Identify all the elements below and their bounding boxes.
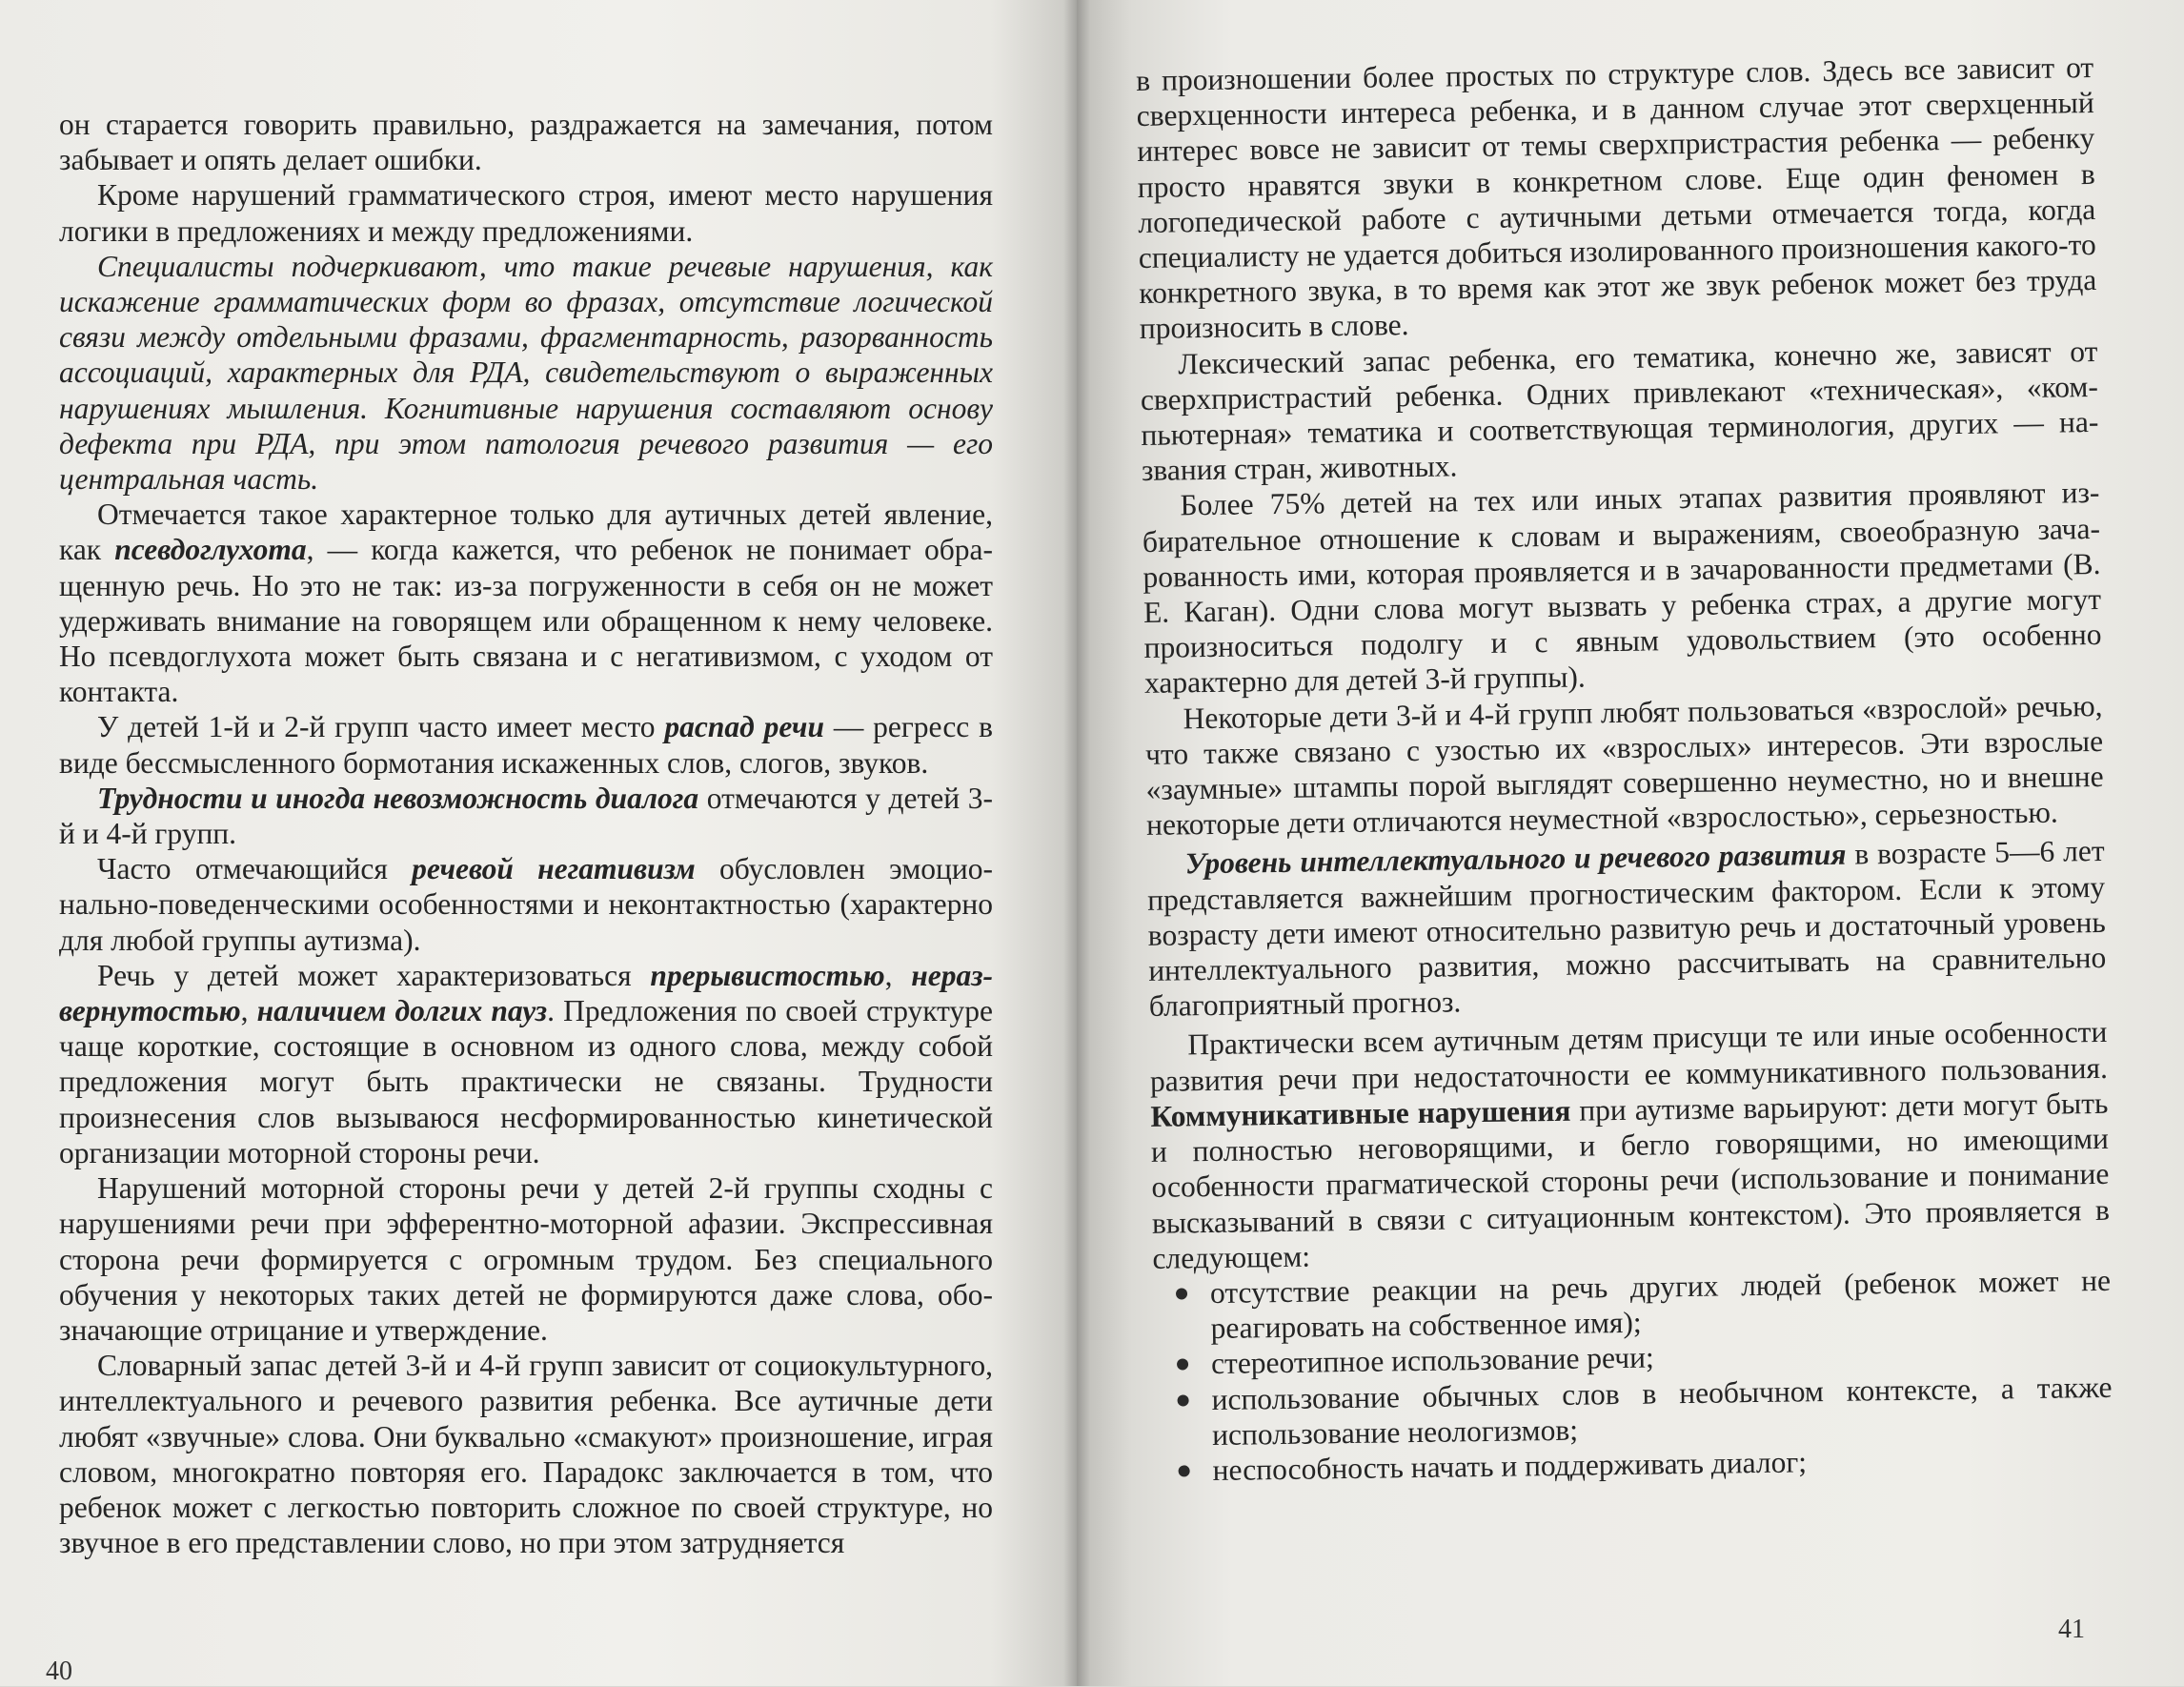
paragraph: Практически всем аутичным детям присущи те или иные особенности развития речи при недостаточности ее коммуникативного пользования. Коммуникативные нарушения при аутизме варьируют: дети могут быть и полностью неговорящими, и бегло говорящими, но имеющими особенности прагматической стороны речи (использование и понимание высказываний в связи с ситуационным контекстом). Это проявляется в следующем: [1149, 1015, 2111, 1275]
bullet-list [1153, 1263, 2113, 1489]
paragraph: он старается говорить правильно, раздражается на замечания, потом забывает и опять делает ошибки. [59, 108, 993, 177]
term-intermittency: прерывистостью [650, 958, 885, 992]
bullet-icon [1179, 1465, 1190, 1476]
term-unfoldedness: неразвернутостью [59, 958, 994, 1028]
term-communicative-disorders: Коммуникативные нарушения [1150, 1093, 1571, 1133]
paragraph: Кроме нарушений грамматического строя, имеют место нарушения логики в предложениях и между предложениями. [59, 178, 993, 248]
bullet-icon [1178, 1394, 1189, 1406]
term-dialog-difficulty: Трудности и иногда невозможность диалога [97, 781, 699, 815]
left-page [0, 0, 1077, 1686]
paragraph: Часто отмечающийся речевой негативизм обусловлен эмоционально-поведенческими особенностями и неконтактностью (характерно для любой группы аутизма). [59, 852, 993, 957]
paragraph: Уровень интеллектуального и речевого развития в возрасте 5—6 лет представляется важнейшим прогностическим фактором. Если к этому возрасту дети имеют относительно развитую речь и достаточный уровень интеллектуального развития, можно рассчитывать на сравнительно благоприятный прогноз. [1147, 834, 2107, 1024]
paragraph-italic-quote: Специалисты подчеркивают, что такие речевые нарушения, как искажение грамматических форм во фразах, отсутствие логической связи между отдельными фразами, фрагментарность, разорванность ассоциаций, характерных для РДА, свидетельствуют о выраженных нарушениях мышления. Когнитивные нарушения составляют основу дефекта при РДА, при этом патология речевого развития — его центральная часть. [59, 249, 993, 497]
right-page [1077, 0, 2184, 1686]
term-pseudodeafness: псевдоглухота [114, 533, 307, 567]
page-number: 41 [2058, 1615, 2085, 1644]
bullet-icon [1176, 1288, 1187, 1299]
bullet-icon [1177, 1359, 1188, 1371]
paragraph: Некоторые дети 3-й и 4-й групп любят пользоваться «взрослой» речью, что также связано с узостью их «взрослых» интересов. Эти взрослые «заумные» штампы порой выглядят совершенно неуместно, но и внешне некоторые дети отличаются неуместной «взрослостью», серьезностью. [1144, 688, 2104, 843]
paragraph: Более 75% детей на тех или иных этапах развития проявляют избирательное отношение к словам и выражениям, своеобразную зачарованность ими, которая проявляется и в зачарованности предметами (В. Е. Каган). Одни слова могут вызвать у ребенка страх, а другие могут произноситься подолгу и с явным удовольствием (это особенно характерно для детей 3-й группы). [1142, 476, 2102, 701]
paragraph: в произношении более простых по структуре слов. Здесь все зависит от сверхценности интереса ребенка, и в данном случае этот сверхценный интерес вовсе не зависит от темы сверхпристрастия ребенка — ребенку просто нравятся звуки в конкретном слове. Еще один феномен в логопедической работе с аутичными детьми отмечается тогда, когда специалисту не удается добиться изолированного произношения какого-то конкретного звука, в то время как этот же звук ребенок может без труда произносить в слове. [1136, 50, 2097, 346]
term-long-pauses: наличием долгих пауз [256, 994, 548, 1028]
right-page-text [1136, 50, 2113, 1489]
paragraph: Лексический запас ребенка, его тематика, конечно же, зависят от сверхпристрастий ребенка. Одних привлекают «техническая», «компьютерная» тематика и соответствующая терминология, других — названия стран, животных. [1140, 334, 2099, 488]
term-speech-negativism: речевой негативизм [412, 852, 696, 886]
left-page-text [59, 107, 993, 1560]
list-item: стереотипное использование речи; [1211, 1333, 2112, 1381]
term-intellectual-level: Уровень интеллектуального и речевого развития [1184, 838, 1847, 881]
book-gutter [1063, 0, 1090, 1686]
paragraph: Отмечается такое характерное только для аутичных детей явление, как псевдоглухота, — когда кажется, что ребенок не понимает обращенную речь. Но это не так: из-за погруженности в себя он не может удерживать внимание на говорящем или обращенном к нему человеке. Но псевдоглухота может быть связана и с негативизмом, с уходом от контакта. [59, 498, 993, 709]
list-item: неспособность начать и поддерживать диалог; [1212, 1440, 2113, 1488]
paragraph: Нарушений моторной стороны речи у детей 2-й группы сходны с нарушениями речи при эфферентно-моторной афазии. Экспрессивная сторона речи формируется с огромным трудом. Без специального обучения у некоторых таких детей не формируются даже слова, обозначающие отрицание и утверждение. [59, 1171, 993, 1347]
paragraph: Речь у детей может характеризоваться прерывистостью, неразвернутостью, наличием долгих пауз. Предложения по своей структуре чаще короткие, состоящие в основном из одного слова, между собой предложения могут быть практически не связаны. Трудности произнесения слов вызываюся несформированностью кинетической организации моторной стороны речи. [59, 958, 994, 1169]
paragraph: У детей 1-й и 2-й групп часто имеет место распад речи — регресс в виде бессмысленного бормотания искаженных слов, слогов, звуков. [59, 710, 993, 780]
list-item: использование обычных слов в необычном контексте, а также использование неологизмов; [1211, 1369, 2113, 1453]
term-speech-decay: распад речи [664, 710, 824, 744]
page-number: 40 [46, 1657, 72, 1686]
paragraph: Словарный запас детей 3-й и 4-й групп зависит от социокультурного, интеллектуального и речевого развития ребенка. Все аутичные дети любят «звучные» слова. Они буквально «смакуют» произношение, играя словом, многократно повторяя его. Парадокс заключается в том, что ребенок может с легкостью повторить сложное по своей структуре, но звучное в его представлении слово, но при этом затрудняется [59, 1349, 993, 1560]
list-item: отсутствие реакции на речь других людей (ребенок может не реагировать на собственное имя); [1210, 1263, 2112, 1347]
paragraph: Трудности и иногда невозможность диалога отмечаются у детей 3-й и 4-й групп. [59, 781, 993, 851]
